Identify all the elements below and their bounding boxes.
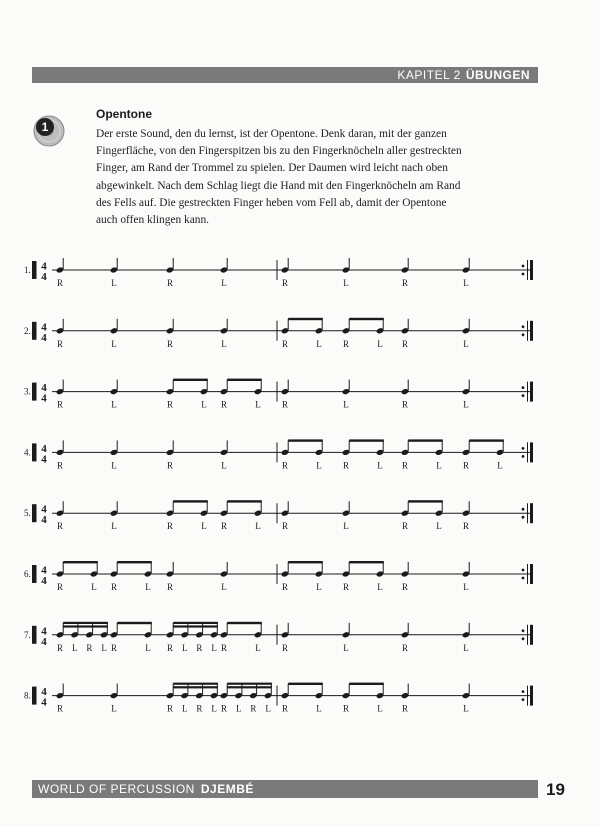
hand-label: L [316,582,322,592]
hand-label: L [377,338,383,349]
beam [288,439,323,441]
repeat-dot [522,325,525,328]
hand-label: R [56,703,64,714]
repeat-dot [522,629,525,632]
hand-label: R [56,278,64,288]
hand-label: R [250,703,257,714]
beam [63,625,108,627]
beam [469,439,504,441]
hand-label: L [436,521,442,532]
hand-label: R [462,521,470,532]
percussion-clef [32,383,37,401]
hand-label: R [401,521,409,532]
hand-label: R [401,460,409,471]
hand-label: L [201,521,207,532]
hand-label: L [343,278,349,288]
beam [117,561,152,563]
hand-label: L [221,582,227,592]
hand-label: R [166,582,174,592]
beam [63,622,108,624]
repeat-dot [522,273,525,276]
time-signature-bottom: 4 [41,635,47,648]
hand-label: R [196,642,203,653]
intro-line: Finger, am Rand der Trommel zu spielen. Der Daumen wird leicht nach oben [96,162,448,175]
section-label: ÜBUNGEN [465,68,530,82]
hand-label: L [436,460,442,471]
hand-label: R [220,399,228,410]
hand-label: L [221,338,227,349]
intro-line: abgewinkelt. Nach dem Schlag liegt die Hand mit den Fingerknöcheln am Rand [96,179,461,192]
exercise-number: 4. [24,447,31,458]
time-signature-bottom: 4 [41,453,47,466]
percussion-clef [32,565,37,583]
hand-label: L [145,642,151,653]
hand-label: R [220,703,228,714]
repeat-dot [522,265,525,268]
repeat-bar-thick [530,382,533,402]
repeat-dot [522,577,525,580]
time-signature-bottom: 4 [41,271,47,283]
beam [173,500,208,502]
repeat-bar-thick [530,564,533,584]
beam [173,683,218,685]
hand-label: L [91,582,97,592]
repeat-dot [522,447,525,450]
beam [349,318,384,320]
hand-label: R [220,521,228,532]
hand-label: R [462,460,470,471]
exercise-7 [24,622,533,653]
series-title: WORLD OF PERCUSSION [38,782,195,796]
beam [173,622,218,624]
hand-label: R [401,278,409,288]
hand-label: L [316,703,322,714]
hand-label: R [196,703,203,714]
time-signature-top: 4 [41,260,47,273]
time-signature-top: 4 [41,564,47,577]
hand-label: L [377,582,383,592]
hand-label: R [281,642,289,653]
intro-line: des Fells auf. Die gestreckten Finger heben vom Fell ab, damit der Opentone [96,196,447,209]
hand-label: R [342,582,350,592]
repeat-dot [522,637,525,640]
hand-label: R [281,399,289,410]
hand-label: L [343,521,349,532]
hand-label: R [56,338,64,349]
hand-label: R [166,278,174,288]
beam [227,379,262,381]
hand-label: R [86,642,93,653]
exercise-4 [24,439,533,470]
intro-line: auch offen klingen kann. [96,214,210,227]
time-signature-top: 4 [41,321,47,334]
hand-label: L [201,399,207,410]
beam [408,500,443,502]
beam [173,686,218,688]
track-number: 1 [41,120,49,135]
hand-label: R [56,582,64,592]
hand-label: L [111,338,117,349]
hand-label: R [281,521,289,532]
hand-label: L [221,278,227,288]
hand-label: L [463,399,469,410]
time-signature-bottom: 4 [41,514,47,527]
percussion-clef [32,626,37,644]
repeat-bar-thick [530,260,533,280]
hand-label: R [56,460,64,471]
hand-label: L [255,642,261,653]
hand-label: L [265,703,271,714]
hand-label: R [401,703,409,714]
hand-label: L [145,582,151,592]
hand-label: R [281,278,289,288]
instrument-title: DJEMBÉ [200,782,254,796]
hand-label: L [111,278,117,288]
hand-label: L [463,703,469,714]
hand-label: R [166,460,174,471]
exercise-number: 7. [24,629,31,640]
hand-label: R [56,521,64,532]
beam [227,500,262,502]
hand-label: L [221,460,227,471]
hand-label: R [342,460,350,471]
intro-line: Fingerfläche, von den Fingerspitzen bis zu den Fingerknöcheln aller gestreckten [96,145,462,158]
beam [288,318,323,320]
hand-label: L [497,460,503,471]
time-signature-top: 4 [41,686,47,699]
hand-label: R [342,338,350,349]
hand-label: L [211,642,217,653]
hand-label: L [111,460,117,471]
time-signature-top: 4 [41,382,47,395]
repeat-dot [522,698,525,701]
hand-label: L [211,703,217,714]
hand-label: L [377,703,383,714]
hand-label: L [463,278,469,288]
percussion-clef [32,322,37,340]
exercise-6 [24,561,533,592]
exercise-number: 5. [24,508,31,519]
repeat-dot [522,569,525,572]
repeat-bar-thick [530,686,533,706]
hand-label: L [111,703,117,714]
exercise-1 [24,258,533,288]
intro-line: Der erste Sound, den du lernst, ist der Opentone. Denk daran, mit der ganzen [96,128,447,140]
hand-label: L [316,460,322,471]
hand-label: L [181,642,188,653]
exercise-5 [24,500,533,531]
beam [173,379,208,381]
hand-label: L [343,399,349,410]
hand-label: L [463,338,469,349]
hand-label: R [281,460,289,471]
time-signature-top: 4 [41,503,47,516]
beam [288,683,323,685]
footer-bar [32,780,538,798]
beam [117,622,152,624]
hand-label: L [255,399,261,410]
time-signature-bottom: 4 [41,575,47,587]
repeat-dot [522,386,525,389]
repeat-bar-thick [530,321,533,341]
hand-label: R [166,703,174,714]
percussion-clef [32,443,37,461]
hand-label: L [71,642,78,653]
repeat-dot [522,690,525,693]
hand-label: R [401,338,409,349]
percussion-clef [32,504,37,522]
exercise-number: 1. [24,265,31,275]
hand-label: R [401,399,409,410]
hand-label: R [166,642,174,653]
exercise-number: 2. [24,325,31,336]
hand-label: R [401,582,409,592]
repeat-dot [522,516,525,519]
hand-label: L [111,521,117,532]
hand-label: L [343,642,349,653]
beam [173,625,218,627]
exercise-8 [24,683,533,714]
hand-label: L [255,521,261,532]
hand-label: R [281,582,289,592]
hand-label: R [401,642,409,653]
repeat-bar-thick [530,625,533,645]
hand-label: L [101,642,107,653]
exercise-number: 6. [24,569,31,579]
hand-label: R [220,642,228,653]
hand-label: R [281,703,289,714]
exercise-number: 3. [24,386,31,397]
repeat-dot [522,455,525,458]
time-signature-bottom: 4 [41,331,47,344]
hand-label: L [377,460,383,471]
hand-label: L [181,703,188,714]
beam [63,561,98,563]
hand-label: R [281,338,289,349]
percussion-clef [32,261,37,279]
beam [227,622,262,624]
beam [349,683,384,685]
page-number: 19 [546,780,565,799]
beam [227,686,272,688]
hand-label: R [56,399,64,410]
hand-label: R [110,582,118,592]
percussion-clef [32,687,37,705]
time-signature-bottom: 4 [41,392,47,405]
beam [288,561,323,563]
beam [408,439,443,441]
chapter-label: KAPITEL 2 [397,68,461,82]
repeat-dot [522,508,525,511]
time-signature-top: 4 [41,625,47,638]
hand-label: R [166,338,174,349]
hand-label: L [235,703,242,714]
exercise-number: 8. [24,690,31,701]
hand-label: R [166,399,174,410]
hand-label: R [166,521,174,532]
section-title: Opentone [96,107,152,121]
beam [349,561,384,563]
hand-label: L [316,338,322,349]
hand-label: L [463,582,469,592]
exercise-3 [24,379,533,410]
repeat-dot [522,333,525,336]
repeat-bar-thick [530,442,533,462]
hand-label: R [56,642,64,653]
beam [227,683,272,685]
hand-label: R [110,642,118,653]
hand-label: L [463,642,469,653]
hand-label: R [342,703,350,714]
time-signature-bottom: 4 [41,696,47,709]
repeat-dot [522,394,525,397]
beam [349,439,384,441]
exercise-2 [24,318,533,349]
hand-label: L [111,399,117,410]
time-signature-top: 4 [41,442,47,455]
repeat-bar-thick [530,503,533,523]
